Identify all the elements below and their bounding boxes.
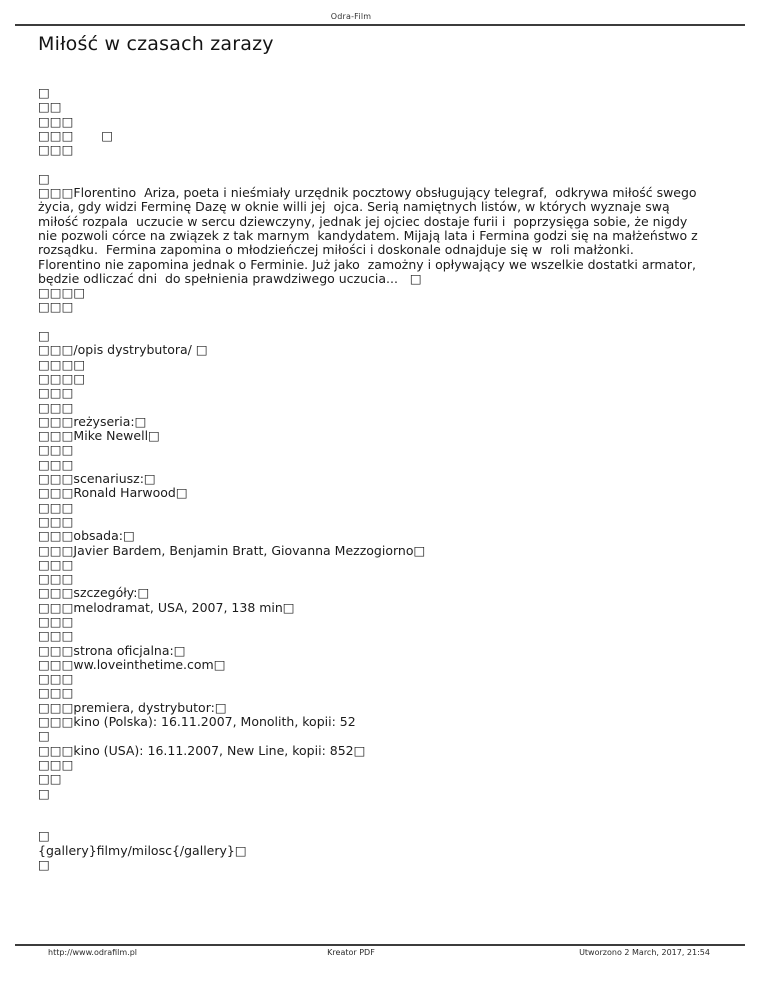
footer-generator-label: Kreator PDF <box>327 948 375 957</box>
text-line: miłość rozpala uczucie w sercu dziewczyny, jednak jej ojciec dostaje furii i poprzysięga sobie, że nigdy <box>38 213 688 229</box>
text-line: □ <box>38 85 50 100</box>
footer-divider <box>15 944 745 946</box>
text-line <box>38 315 738 329</box>
text-line: □□□Javier Bardem, Benjamin Bratt, Giovanna Mezzogiorno□ <box>38 542 426 558</box>
footer-source-url: http://www.odrafilm.pl <box>48 948 138 957</box>
text-line: □□□ <box>38 385 74 401</box>
text-line: □□□/opis dystrybutora/ □ <box>38 342 208 358</box>
text-line: □□□ <box>38 442 74 458</box>
text-line: {gallery}filmy/milosc{/gallery}□ <box>38 842 247 858</box>
text-line: □□□ <box>38 571 74 587</box>
text-line: □ <box>38 828 50 844</box>
text-line: □□□ <box>38 499 74 515</box>
text-line: □□□ <box>38 628 74 644</box>
text-line: □□□Florentino Ariza, poeta i nieśmiały urzędnik pocztowy obsługujący telegraf, odkrywa miłość swego <box>38 185 697 201</box>
text-line: □□□ <box>38 671 74 687</box>
document-body <box>38 86 738 872</box>
text-line: □□□Mike Newell□ <box>38 428 160 444</box>
text-line: □□□obsada:□ <box>38 528 135 544</box>
text-line: □□□ □ <box>38 127 114 143</box>
text-line <box>38 157 738 171</box>
text-line: □□ <box>38 99 62 115</box>
text-line: □□□kino (USA): 16.11.2007, New Line, kopii: 852□ <box>38 742 366 758</box>
text-line: nie pozwoli córce na związek z tak marnym kandydatem. Mijają lata i Fermina godzi się na małżeństwo z <box>38 227 698 243</box>
text-line: □□□ <box>38 456 74 472</box>
text-line: □□□ <box>38 113 74 129</box>
text-line: □ <box>38 785 50 801</box>
text-line: □□ <box>38 771 62 787</box>
text-line <box>38 801 738 815</box>
text-line: □□□□ <box>38 370 86 386</box>
text-line <box>38 815 738 829</box>
text-line: □□□szczegóły:□ <box>38 585 150 601</box>
page-title: Miłość w czasach zarazy <box>38 33 274 55</box>
text-line: życia, gdy widzi Ferminę Dazę w oknie willi jej ojca. Serią namiętnych listów, w których wyznaje swą <box>38 199 670 215</box>
text-line: będzie odliczać dni do spełnienia prawdziwego uczucia... □ <box>38 270 422 286</box>
text-line: □□□ <box>38 142 74 158</box>
text-line: Florentino nie zapomina jednak o Ferminie. Już jako zamożny i opływający we wszelkie dostatki armator, <box>38 256 696 272</box>
footer-created-timestamp: Utworzono 2 March, 2017, 21:54 <box>579 948 710 957</box>
text-line: □□□kino (Polska): 16.11.2007, Monolith, kopii: 52 <box>38 714 356 730</box>
text-line: □ <box>38 170 50 186</box>
text-line: □□□ <box>38 685 74 701</box>
text-line: □ <box>38 728 50 744</box>
text-line: □□□ <box>38 556 74 572</box>
text-line: □□□premiera, dystrybutor:□ <box>38 699 227 715</box>
text-line: □□□reżyseria:□ <box>38 413 147 429</box>
text-line: □□□Ronald Harwood□ <box>38 485 188 501</box>
text-line: □□□scenariusz:□ <box>38 471 156 487</box>
header-divider <box>15 24 745 26</box>
text-line: □□□ <box>38 399 74 415</box>
site-header-title: Odra-Film <box>330 12 372 21</box>
text-line: □□□□ <box>38 356 86 372</box>
text-line: □□□melodramat, USA, 2007, 138 min□ <box>38 599 295 615</box>
text-line: □□□□ <box>38 285 86 301</box>
text-line: rozsądku. Fermina zapomina o młodzieńczej miłości i doskonale odnajduje się w roli małżonki. <box>38 242 634 258</box>
text-line: □ <box>38 857 50 873</box>
text-line: □□□ww.loveinthetime.com□ <box>38 656 226 672</box>
text-line: □□□ <box>38 756 74 772</box>
text-line: □□□ <box>38 299 74 315</box>
text-line: □□□ <box>38 613 74 629</box>
text-line: □ <box>38 328 50 344</box>
text-line: □□□strona oficjalna:□ <box>38 642 186 658</box>
text-line: □□□ <box>38 513 74 529</box>
